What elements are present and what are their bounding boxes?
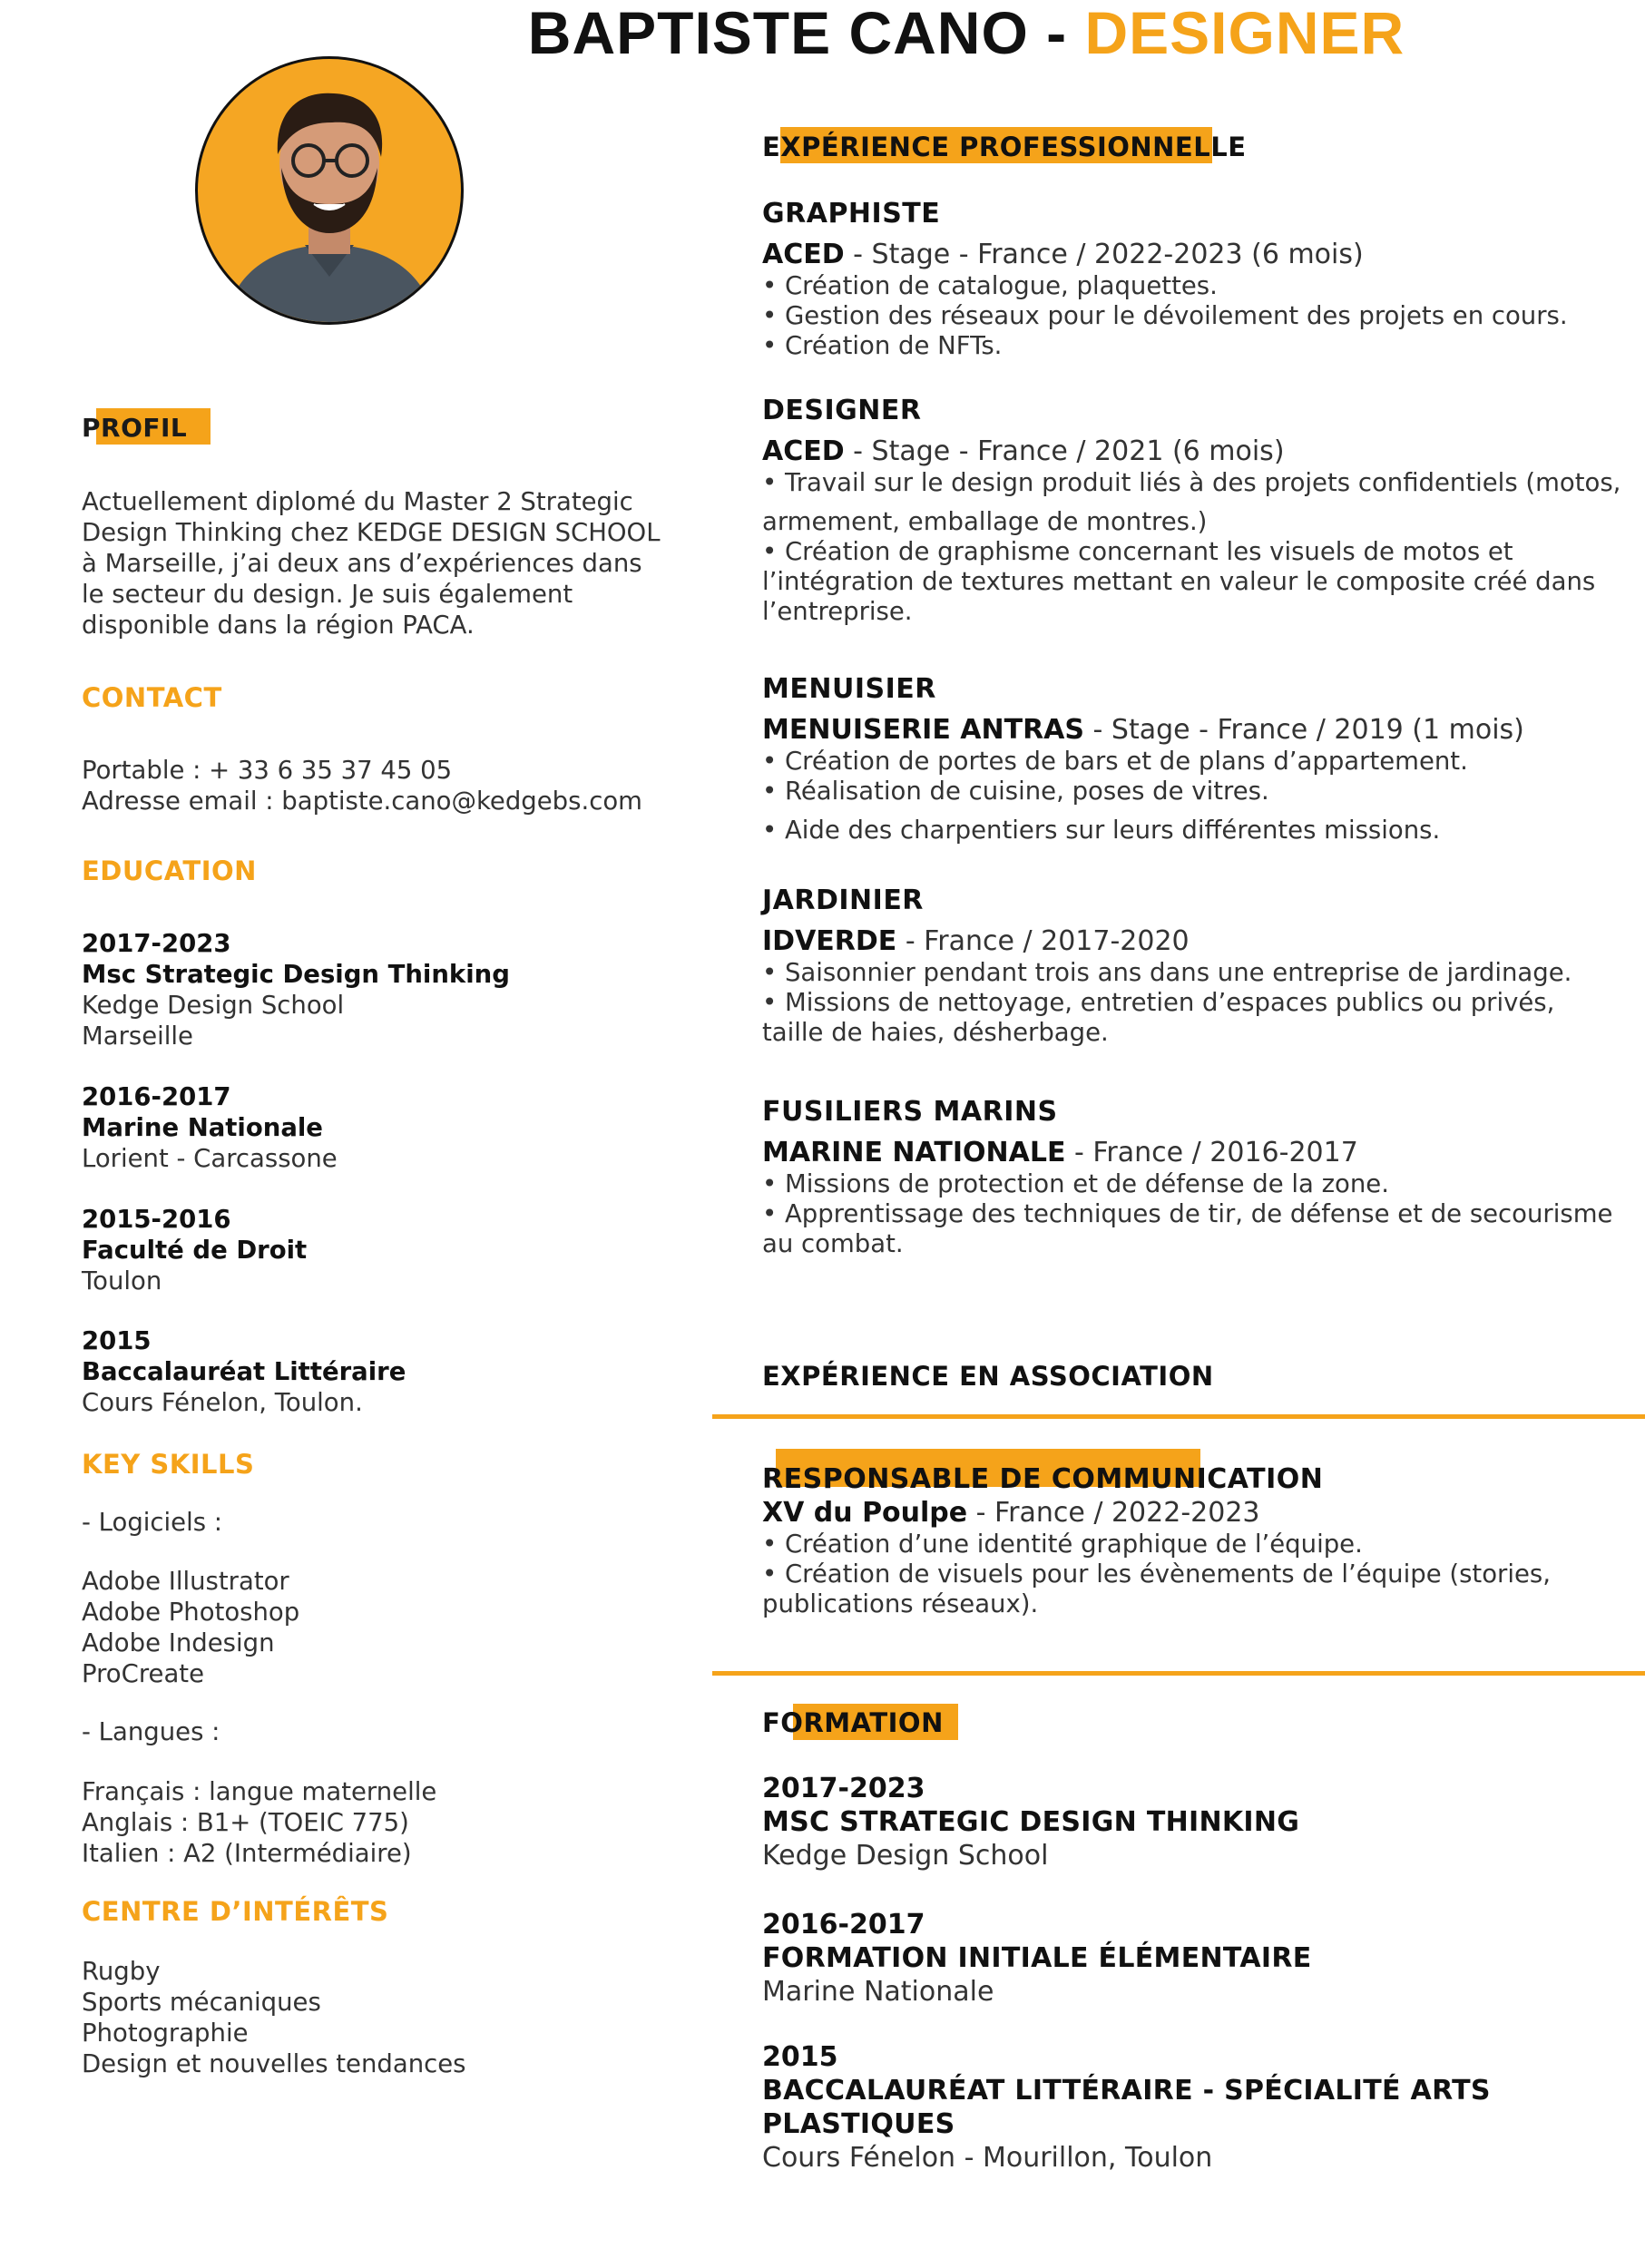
experience-heading: EXPÉRIENCE PROFESSIONNELLE — [762, 132, 1247, 162]
language-item: Italien : A2 (Intermédiaire) — [82, 1839, 412, 1868]
skill-item: ProCreate — [82, 1659, 205, 1688]
education-line: Toulon — [82, 1266, 162, 1295]
profil-line: Design Thinking chez KEDGE DESIGN SCHOOL — [82, 518, 661, 547]
job-company: IDVERDE — [762, 925, 897, 957]
job-entry — [762, 198, 1624, 361]
section-divider — [712, 1414, 1645, 1419]
profil-heading: PROFIL — [82, 413, 188, 443]
job-entry — [762, 1096, 1624, 1259]
job-bullet: • Création de NFTs. — [762, 331, 1003, 360]
skills-languages-list — [82, 1776, 436, 1869]
association-title: RESPONSABLE DE COMMUNICATION — [762, 1463, 1324, 1495]
formation-school: Cours Fénelon - Mourillon, Toulon — [762, 2142, 1213, 2174]
contact-email: Adresse email : baptiste.cano@kedgebs.com — [82, 787, 642, 816]
association-entry — [762, 1463, 1624, 1619]
formation-title: MSC STRATEGIC DESIGN THINKING — [762, 1806, 1300, 1838]
association-bullet: publications réseaux). — [762, 1589, 1039, 1618]
job-company: MENUISERIE ANTRAS — [762, 714, 1084, 746]
job-bullet: • Saisonnier pendant trois ans dans une entreprise de jardinage. — [762, 958, 1572, 987]
job-company: MARINE NATIONALE — [762, 1137, 1066, 1168]
formation-heading: FORMATION — [762, 1707, 944, 1738]
job-bullet: l’entreprise. — [762, 597, 913, 626]
education-title: Marine Nationale — [82, 1113, 323, 1142]
education-title: Msc Strategic Design Thinking — [82, 960, 510, 989]
job-bullet: l’intégration de textures mettant en valeur le composite créé dans — [762, 567, 1596, 596]
job-details: - Stage - France / 2019 (1 mois) — [1084, 714, 1524, 746]
job-title: FUSILIERS MARINS — [762, 1096, 1058, 1128]
formation-item — [762, 2040, 1624, 2175]
job-bullet: taille de haies, désherbage. — [762, 1018, 1109, 1047]
formation-item — [762, 1908, 1624, 2009]
profil-line: à Marseille, j’ai deux ans d’expériences dans — [82, 549, 642, 578]
skills-languages-label: - Langues : — [82, 1717, 220, 1746]
job-bullet: • Création de catalogue, plaquettes. — [762, 271, 1218, 300]
job-bullet: armement, emballage de montres.) — [762, 507, 1208, 536]
job-bullet: • Aide des charpentiers sur leurs différentes missions. — [762, 816, 1441, 845]
job-bullet: • Création de portes de bars et de plans d’appartement. — [762, 747, 1468, 776]
job-title: MENUISIER — [762, 673, 936, 705]
formation-years: 2015 — [762, 2041, 838, 2073]
interests-heading: CENTRE D’INTÉRÊTS — [82, 1896, 389, 1927]
job-entry — [762, 395, 1624, 627]
education-line: Marseille — [82, 1022, 193, 1051]
profil-line: Actuellement diplomé du Master 2 Strategic — [82, 487, 633, 516]
education-years: 2015 — [82, 1326, 152, 1355]
job-bullet: • Gestion des réseaux pour le dévoilement des projets en cours. — [762, 301, 1568, 330]
job-details: - Stage - France / 2021 (6 mois) — [844, 435, 1285, 467]
education-years: 2015-2016 — [82, 1205, 231, 1234]
job-bullet: • Travail sur le design produit liés à des projets confidentiels (motos, — [762, 468, 1621, 497]
association-heading: EXPÉRIENCE EN ASSOCIATION — [762, 1361, 1214, 1392]
skills-software-label: - Logiciels : — [82, 1508, 223, 1537]
education-heading: EDUCATION — [82, 855, 257, 886]
name-text: BAPTISTE CANO — [527, 0, 1029, 66]
language-item: Français : langue maternelle — [82, 1777, 437, 1806]
title-separator: - — [1028, 0, 1085, 66]
job-bullet: au combat. — [762, 1229, 904, 1258]
association-company: XV du Poulpe — [762, 1497, 968, 1529]
job-bullet: • Création de graphisme concernant les visuels de motos et — [762, 537, 1513, 566]
education-years: 2016-2017 — [82, 1082, 231, 1111]
job-entry — [762, 673, 1624, 846]
profil-text — [82, 486, 681, 640]
person-icon — [198, 59, 461, 322]
profil-line: disponible dans la région PACA. — [82, 611, 475, 640]
job-bullet: • Apprentissage des techniques de tir, de défense et de secourisme — [762, 1199, 1613, 1228]
portrait-photo — [195, 56, 464, 325]
association-bullet: • Création de visuels pour les évènements de l’équipe (stories, — [762, 1559, 1551, 1589]
page-title — [0, 0, 1645, 67]
education-title: Baccalauréat Littéraire — [82, 1357, 406, 1386]
skills-software-list — [82, 1566, 299, 1689]
profil-line: le secteur du design. Je suis également — [82, 580, 573, 609]
education-title: Faculté de Droit — [82, 1236, 308, 1265]
job-company: ACED — [762, 435, 845, 467]
interests-list — [82, 1956, 466, 2079]
language-item: Anglais : B1+ (TOEIC 775) — [82, 1808, 409, 1837]
job-title: GRAPHISTE — [762, 198, 941, 230]
job-details: - France / 2016-2017 — [1065, 1137, 1358, 1168]
interest-item: Sports mécaniques — [82, 1988, 321, 2017]
skill-item: Adobe Photoshop — [82, 1598, 300, 1627]
job-title: JARDINIER — [762, 885, 924, 916]
education-item — [82, 1325, 406, 1418]
contact-block — [82, 755, 699, 816]
skills-heading: KEY SKILLS — [82, 1449, 255, 1480]
formation-school: Kedge Design School — [762, 1840, 1049, 1872]
interest-item: Rugby — [82, 1957, 161, 1986]
association-details: - France / 2022-2023 — [967, 1497, 1260, 1529]
contact-phone: Portable : + 33 6 35 37 45 05 — [82, 756, 453, 785]
education-item — [82, 928, 510, 1051]
job-details: - France / 2017-2020 — [896, 925, 1190, 957]
education-line: Cours Fénelon, Toulon. — [82, 1388, 363, 1417]
job-bullet: • Réalisation de cuisine, poses de vitres. — [762, 777, 1269, 806]
contact-heading: CONTACT — [82, 682, 222, 713]
job-title: DESIGNER — [762, 395, 922, 426]
job-details: - Stage - France / 2022-2023 (6 mois) — [844, 239, 1364, 270]
job-bullet: • Missions de protection et de défense de la zone. — [762, 1169, 1389, 1198]
role-text: DESIGNER — [1084, 0, 1405, 66]
job-entry — [762, 885, 1624, 1048]
formation-years: 2017-2023 — [762, 1773, 925, 1804]
association-bullet: • Création d’une identité graphique de l’équipe. — [762, 1530, 1363, 1559]
skill-item: Adobe Illustrator — [82, 1567, 289, 1596]
formation-title: FORMATION INITIALE ÉLÉMENTAIRE — [762, 1942, 1312, 1974]
formation-school: Marine Nationale — [762, 1976, 994, 2008]
education-years: 2017-2023 — [82, 929, 231, 958]
formation-years: 2016-2017 — [762, 1909, 925, 1941]
formation-title: BACCALAURÉAT LITTÉRAIRE - SPÉCIALITÉ ARTS PLASTIQUES — [762, 2075, 1491, 2140]
job-company: ACED — [762, 239, 845, 270]
education-item — [82, 1081, 338, 1174]
education-line: Kedge Design School — [82, 991, 345, 1020]
education-item — [82, 1204, 307, 1296]
education-line: Lorient - Carcassone — [82, 1144, 338, 1173]
formation-item — [762, 1772, 1624, 1872]
skill-item: Adobe Indesign — [82, 1628, 275, 1657]
section-divider — [712, 1671, 1645, 1676]
job-bullet: • Missions de nettoyage, entretien d’espaces publics ou privés, — [762, 988, 1555, 1017]
interest-item: Photographie — [82, 2019, 249, 2048]
interest-item: Design et nouvelles tendances — [82, 2049, 466, 2078]
